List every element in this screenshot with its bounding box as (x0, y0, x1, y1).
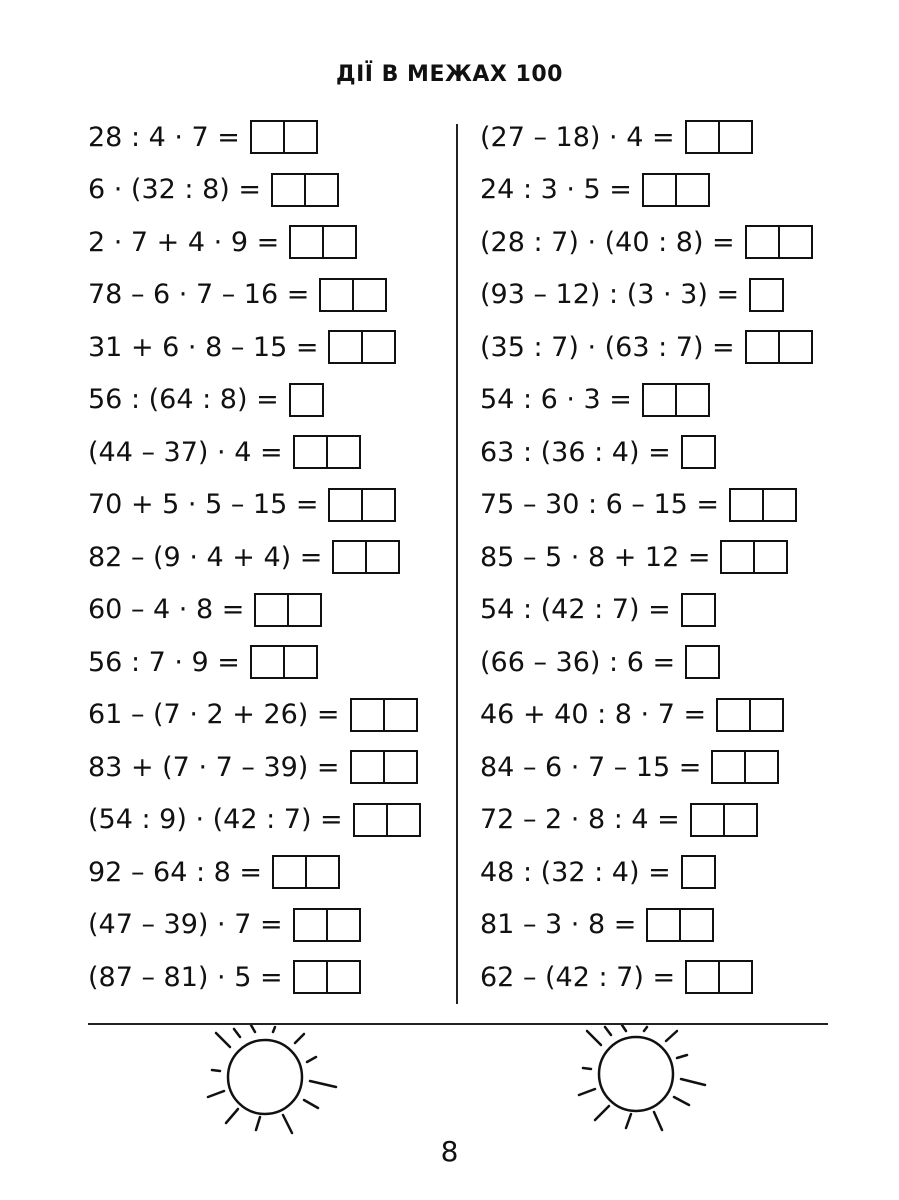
exercise-row (480, 590, 716, 630)
exercise-expression: 61 – (7 · 2 + 26) = (88, 699, 340, 730)
answer-digit-cell[interactable] (762, 490, 795, 520)
answer-box[interactable] (350, 750, 418, 784)
page-number: 8 (440, 1135, 459, 1168)
answer-digit-cell[interactable] (352, 280, 385, 310)
answer-digit-cell[interactable] (326, 962, 359, 992)
answer-box[interactable] (711, 750, 779, 784)
answer-box[interactable] (353, 803, 421, 837)
answer-box[interactable] (332, 540, 400, 574)
answer-box[interactable] (293, 960, 361, 994)
exercise-expression: 2 · 7 + 4 · 9 = (88, 226, 280, 258)
answer-box[interactable] (685, 120, 753, 154)
exercise-expression: 62 – (42 : 7) = (480, 961, 676, 993)
answer-box[interactable] (293, 435, 361, 469)
answer-digit-cell[interactable] (304, 175, 337, 205)
exercise-row (88, 905, 361, 945)
exercise-row (480, 537, 788, 577)
answer-digit-cell[interactable] (252, 122, 283, 152)
exercise-expression: (28 : 7) · (40 : 8) = (480, 226, 735, 258)
answer-box[interactable] (642, 173, 710, 207)
answer-box[interactable] (272, 855, 340, 889)
exercise-row (480, 432, 716, 472)
answer-box[interactable] (271, 173, 339, 207)
exercise-row (88, 485, 396, 525)
answer-box[interactable] (729, 488, 797, 522)
exercise-expression: 70 + 5 · 5 – 15 = (88, 489, 319, 520)
exercise-expression: 85 – 5 · 8 + 12 = (480, 541, 711, 573)
exercise-row (480, 800, 758, 840)
answer-box[interactable] (716, 698, 784, 732)
exercise-expression: 46 + 40 : 8 · 7 = (480, 699, 707, 730)
exercise-row (88, 537, 400, 577)
answer-digit-cell[interactable] (687, 962, 718, 992)
answer-box[interactable] (685, 960, 753, 994)
answer-digit-cell[interactable] (731, 490, 762, 520)
answer-digit-cell[interactable] (291, 385, 322, 415)
answer-digit-cell[interactable] (683, 595, 714, 625)
exercise-expression: 60 – 4 · 8 = (88, 594, 245, 625)
answer-digit-cell[interactable] (683, 437, 714, 467)
answer-digit-cell[interactable] (283, 122, 316, 152)
exercise-expression: (35 : 7) · (63 : 7) = (480, 331, 735, 363)
exercise-row (480, 327, 813, 367)
exercise-expression: 82 – (9 · 4 + 4) = (88, 541, 323, 573)
answer-box[interactable] (350, 698, 418, 732)
answer-digit-cell[interactable] (648, 910, 679, 940)
answer-digit-cell[interactable] (274, 857, 305, 887)
exercise-expression: 28 : 4 · 7 = (88, 121, 240, 153)
exercise-row (88, 222, 357, 262)
answer-digit-cell[interactable] (361, 332, 394, 362)
answer-digit-cell[interactable] (683, 857, 714, 887)
answer-digit-cell[interactable] (723, 805, 756, 835)
answer-digit-cell[interactable] (692, 805, 723, 835)
answer-box[interactable] (720, 540, 788, 574)
answer-digit-cell[interactable] (383, 700, 416, 730)
answer-digit-cell[interactable] (273, 175, 304, 205)
answer-digit-cell[interactable] (361, 490, 394, 520)
exercise-row (480, 485, 797, 525)
answer-box[interactable] (749, 278, 784, 312)
answer-box[interactable] (681, 593, 716, 627)
answer-box[interactable] (690, 803, 758, 837)
exercise-expression: 48 : (32 : 4) = (480, 856, 671, 888)
answer-digit-cell[interactable] (718, 122, 751, 152)
exercise-expression: (27 – 18) · 4 = (480, 121, 675, 153)
exercise-expression: (66 – 36) : 6 = (480, 646, 676, 678)
answer-box[interactable] (745, 225, 813, 259)
answer-digit-cell[interactable] (778, 227, 811, 257)
exercise-row (480, 957, 753, 997)
page-title: ДІЇ В МЕЖАХ 100 (336, 62, 563, 87)
answer-digit-cell[interactable] (283, 647, 316, 677)
answer-digit-cell[interactable] (321, 280, 352, 310)
answer-box[interactable] (681, 435, 716, 469)
answer-box[interactable] (642, 383, 710, 417)
answer-digit-cell[interactable] (778, 332, 811, 362)
exercise-expression: 83 + (7 · 7 – 39) = (88, 751, 340, 783)
answer-digit-cell[interactable] (256, 595, 287, 625)
exercise-row (480, 905, 714, 945)
answer-digit-cell[interactable] (386, 805, 419, 835)
answer-digit-cell[interactable] (330, 332, 361, 362)
answer-digit-cell[interactable] (747, 332, 778, 362)
exercise-row (88, 380, 324, 420)
exercise-expression: (44 – 37) · 4 = (88, 436, 283, 468)
exercise-expression: (87 – 81) · 5 = (88, 961, 283, 993)
exercise-expression: (93 – 12) : (3 · 3) = (480, 279, 740, 310)
exercise-expression: 56 : 7 · 9 = (88, 646, 240, 678)
answer-box[interactable] (319, 278, 387, 312)
answer-digit-cell[interactable] (295, 962, 326, 992)
exercise-row (88, 170, 339, 210)
exercise-row (88, 747, 418, 787)
exercise-expression: 63 : (36 : 4) = (480, 436, 671, 468)
exercise-row (88, 957, 361, 997)
exercise-row (480, 695, 784, 735)
exercise-row (480, 275, 784, 315)
answer-digit-cell[interactable] (322, 227, 355, 257)
answer-box[interactable] (289, 383, 324, 417)
exercise-expression: 31 + 6 · 8 – 15 = (88, 331, 319, 363)
exercise-row (480, 380, 710, 420)
exercise-expression: 54 : 6 · 3 = (480, 384, 632, 415)
footer-rule (88, 1023, 828, 1025)
exercise-expression: 6 · (32 : 8) = (88, 174, 261, 205)
exercise-expression: 72 – 2 · 8 : 4 = (480, 804, 680, 835)
answer-digit-cell[interactable] (644, 385, 675, 415)
exercise-expression: 84 – 6 · 7 – 15 = (480, 751, 702, 783)
sun-icon (200, 1025, 340, 1140)
exercise-expression: 54 : (42 : 7) = (480, 594, 671, 625)
exercise-row (480, 222, 813, 262)
answer-digit-cell[interactable] (352, 700, 383, 730)
answer-digit-cell[interactable] (326, 437, 359, 467)
answer-digit-cell[interactable] (675, 175, 708, 205)
exercise-row (88, 695, 418, 735)
answer-digit-cell[interactable] (749, 700, 782, 730)
answer-digit-cell[interactable] (326, 910, 359, 940)
answer-digit-cell[interactable] (718, 962, 751, 992)
exercise-expression: 92 – 64 : 8 = (88, 856, 263, 888)
answer-box[interactable] (289, 225, 357, 259)
answer-digit-cell[interactable] (744, 752, 777, 782)
answer-digit-cell[interactable] (687, 647, 718, 677)
answer-digit-cell[interactable] (718, 700, 749, 730)
exercise-expression: 78 – 6 · 7 – 16 = (88, 279, 310, 310)
column-divider (456, 124, 458, 1004)
answer-digit-cell[interactable] (334, 542, 365, 572)
exercise-row (88, 852, 340, 892)
answer-digit-cell[interactable] (295, 910, 326, 940)
sun-icon (571, 1025, 711, 1140)
answer-box[interactable] (250, 645, 318, 679)
answer-digit-cell[interactable] (675, 385, 708, 415)
exercise-row (88, 432, 361, 472)
answer-digit-cell[interactable] (747, 227, 778, 257)
answer-digit-cell[interactable] (252, 647, 283, 677)
exercise-expression: 24 : 3 · 5 = (480, 174, 632, 205)
answer-digit-cell[interactable] (291, 227, 322, 257)
answer-digit-cell[interactable] (295, 437, 326, 467)
answer-digit-cell[interactable] (722, 542, 753, 572)
answer-digit-cell[interactable] (753, 542, 786, 572)
answer-digit-cell[interactable] (644, 175, 675, 205)
exercise-row (88, 327, 396, 367)
exercise-row (88, 642, 318, 682)
answer-digit-cell[interactable] (383, 752, 416, 782)
answer-digit-cell[interactable] (305, 857, 338, 887)
answer-box[interactable] (254, 593, 322, 627)
answer-digit-cell[interactable] (679, 910, 712, 940)
exercise-row (480, 117, 753, 157)
exercise-row (88, 590, 322, 630)
exercise-expression: 81 – 3 · 8 = (480, 909, 637, 940)
answer-box[interactable] (328, 488, 396, 522)
exercise-row (88, 275, 387, 315)
exercise-row (480, 747, 779, 787)
answer-box[interactable] (328, 330, 396, 364)
answer-digit-cell[interactable] (352, 752, 383, 782)
exercise-expression: 56 : (64 : 8) = (88, 384, 279, 415)
answer-digit-cell[interactable] (687, 122, 718, 152)
answer-digit-cell[interactable] (287, 595, 320, 625)
answer-box[interactable] (745, 330, 813, 364)
exercise-expression: (54 : 9) · (42 : 7) = (88, 804, 343, 835)
exercise-row (480, 852, 716, 892)
answer-box[interactable] (681, 855, 716, 889)
exercise-row (480, 170, 710, 210)
answer-digit-cell[interactable] (365, 542, 398, 572)
answer-box[interactable] (250, 120, 318, 154)
exercise-expression: 75 – 30 : 6 – 15 = (480, 489, 720, 520)
answer-box[interactable] (685, 645, 720, 679)
answer-digit-cell[interactable] (330, 490, 361, 520)
exercise-row (480, 642, 720, 682)
answer-digit-cell[interactable] (355, 805, 386, 835)
exercise-row (88, 117, 318, 157)
exercise-expression: (47 – 39) · 7 = (88, 909, 283, 940)
answer-digit-cell[interactable] (713, 752, 744, 782)
answer-box[interactable] (646, 908, 714, 942)
exercise-row (88, 800, 421, 840)
answer-digit-cell[interactable] (751, 280, 782, 310)
answer-box[interactable] (293, 908, 361, 942)
